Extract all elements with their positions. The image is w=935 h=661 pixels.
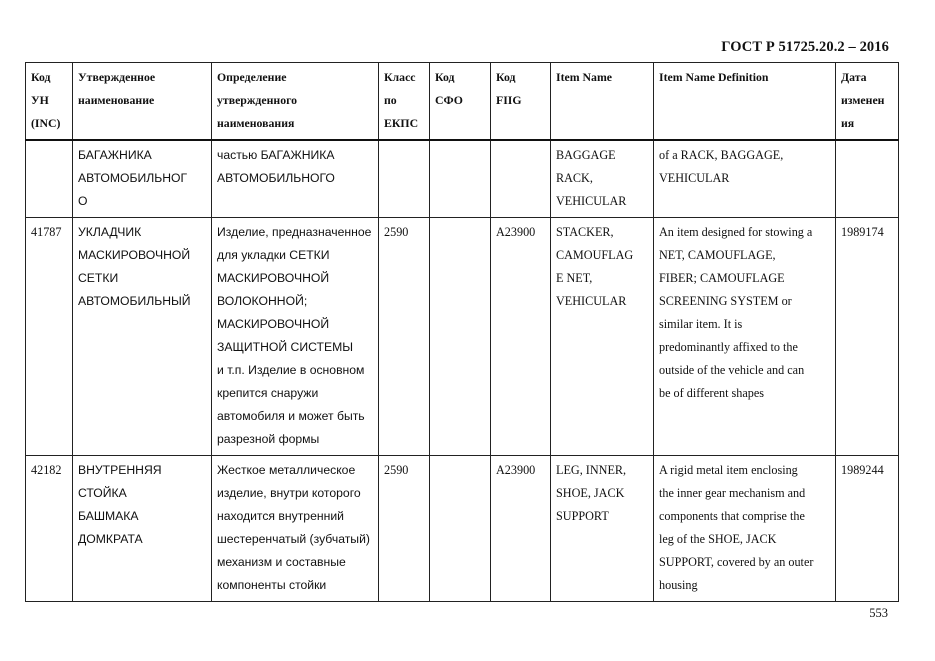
header-item-name: Item Name [551,63,654,141]
table-header-row [26,63,899,141]
header-date: Дата изменен ия [836,63,899,141]
cell-inc [26,140,73,218]
cell-sfo [430,140,491,218]
cell-class: 2590 [379,218,430,456]
cell-fiig: A23900 [491,218,551,456]
cell-item-definition: A rigid metal item enclosing the inner gear mechanism and components that comprise the leg of the SHOE, JACK SUPPORT, covered by an outer housing [654,456,836,602]
cell-approved-name: УКЛАДЧИК МАСКИРОВОЧНОЙ СЕТКИ АВТОМОБИЛЬНЫЙ [73,218,212,456]
document-code: ГОСТ Р 51725.20.2 – 2016 [721,39,889,55]
cell-date: 1989244 [836,456,899,602]
cell-approved-name: БАГАЖНИКА АВТОМОБИЛЬНОГ О [73,140,212,218]
cell-fiig [491,140,551,218]
header-fiig: Код FIIG [491,63,551,141]
cell-sfo [430,218,491,456]
cell-definition: частью БАГАЖНИКА АВТОМОБИЛЬНОГО [212,140,379,218]
cell-item-definition: An item designed for stowing a NET, CAMOUFLAGE, FIBER; CAMOUFLAGE SCREENING SYSTEM or similar item. It is predominantly affixed to the outside of the vehicle and can be of different shapes [654,218,836,456]
cell-definition: Изделие, предназначенное для укладки СЕТКИ МАСКИРОВОЧНОЙ ВОЛОКОННОЙ; МАСКИРОВОЧНОЙ ЗАЩИТНОЙ СИСТЕМЫ и т.п. Изделие в основном крепится снаружи автомобиля и может быть разрезной формы [212,218,379,456]
table-row [26,218,899,456]
header-item-definition: Item Name Definition [654,63,836,141]
cell-inc: 42182 [26,456,73,602]
page-number: 553 [869,606,888,620]
cell-item-name: BAGGAGE RACK, VEHICULAR [551,140,654,218]
catalog-table [25,62,899,602]
table-row [26,456,899,602]
header-class: Класс по ЕКПС [379,63,430,141]
cell-sfo [430,456,491,602]
cell-inc: 41787 [26,218,73,456]
cell-date [836,140,899,218]
cell-item-definition: of a RACK, BAGGAGE, VEHICULAR [654,140,836,218]
header-approved-name: Утвержденное наименование [73,63,212,141]
cell-fiig: A23900 [491,456,551,602]
header-inc: Код УН (INC) [26,63,73,141]
header-definition: Определение утвержденного наименования [212,63,379,141]
cell-class: 2590 [379,456,430,602]
header-sfo: Код СФО [430,63,491,141]
table-row [26,140,899,218]
cell-date: 1989174 [836,218,899,456]
cell-item-name: LEG, INNER, SHOE, JACK SUPPORT [551,456,654,602]
cell-definition: Жесткое металлическое изделие, внутри которого находится внутренний шестеренчатый (зубчатый) механизм и составные компоненты стойки [212,456,379,602]
cell-item-name: STACKER, CAMOUFLAG E NET, VEHICULAR [551,218,654,456]
cell-class [379,140,430,218]
cell-approved-name: ВНУТРЕННЯЯ СТОЙКА БАШМАКА ДОМКРАТА [73,456,212,602]
